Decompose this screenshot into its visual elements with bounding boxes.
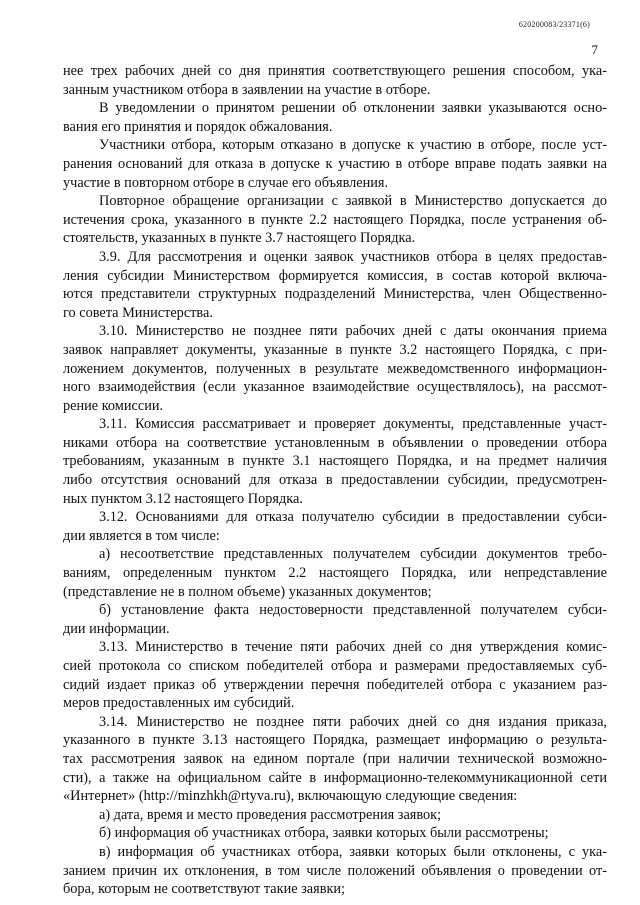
text-line: тах рассмотрения заявок на едином портале (при наличии технической возможно-: [63, 750, 607, 767]
text-line: истечения срока, указанного в пункте 2.2 настоящего Порядка, после устранения об-: [63, 211, 607, 228]
text-line: ются представители структурных подразделений Министерства, член Общественно-: [63, 286, 607, 303]
text-line: ных пунктом 3.12 настоящего Порядка.: [63, 490, 303, 507]
text-line: ления субсидии Министерством формируется комиссия, в состав которой включа-: [63, 267, 607, 284]
text-line: либо отсутствия оснований для отказа в предоставлении субсидии, предусмотрен-: [63, 472, 607, 489]
text-line: б) информация об участниках отбора, заявки которых были рассмотрены;: [99, 825, 549, 842]
text-line: дии является в том числе:: [63, 527, 220, 544]
text-line: сией протокола со списком победителей отбора и размерами предоставляемых суб-: [63, 658, 607, 674]
text-line: го совета Министерства.: [63, 304, 213, 321]
document-body: [63, 62, 607, 899]
text-line: требованиям, указанным в пункте 3.1 настоящего Порядка, и на предмет наличия: [63, 453, 607, 470]
text-line: 3.12. Основаниями для отказа получателю субсидии в предоставлении субси-: [99, 509, 607, 526]
text-line: вания его принятия и порядок обжалования.: [63, 118, 333, 135]
text-line: занием причин их отклонения, в том числе положений объявления о проведении от-: [63, 862, 607, 879]
text-line: (представление не в полном объеме) указанных документов;: [63, 583, 432, 600]
text-line: «Интернет» (http://minzhkh@rtyva.ru), включающую следующие сведения:: [63, 788, 518, 805]
text-line: стоятельств, указанных в пункте 3.7 настоящего Порядка.: [63, 230, 416, 247]
text-line: ваниям, определенным пунктом 2.2 настоящего Порядка, или непредставление: [63, 565, 607, 582]
text-line: 3.10. Министерство не позднее пяти рабочих дней с даты окончания приема: [99, 323, 607, 340]
text-line: 3.14. Министерство не позднее пяти рабочих дней со дня издания приказа,: [99, 713, 607, 730]
text-line: Повторное обращение организации с заявкой в Министерство допускается до: [99, 193, 607, 210]
text-line: а) дата, время и место проведения рассмотрения заявок;: [99, 806, 442, 823]
text-line: меров предоставленных им субсидий.: [63, 695, 295, 712]
page-number: 7: [591, 42, 598, 57]
text-line: указанного в пункте 3.13 настоящего Порядка, размещает информацию о результа-: [63, 732, 607, 749]
text-line: занным участником отбора в заявлении на участие в отборе.: [63, 81, 431, 98]
text-line: ложением документов, полученных в результате межведомственного информацион-: [63, 360, 607, 377]
text-line: в) информация об участниках отбора, заявки которых были отклонены, с ука-: [99, 843, 607, 860]
text-line: В уведомлении о принятом решении об отклонении заявки указываются осно-: [99, 100, 607, 117]
text-line: Участники отбора, которым отказано в допуске к участию в отборе, после уст-: [99, 137, 607, 154]
text-line: бора, которым не соответствуют такие заявки;: [63, 881, 346, 898]
text-line: ного взаимодействия (если указанное взаимодействие осуществлялось), на рассмот-: [63, 379, 607, 396]
document-code: 620200083/23371(6): [518, 20, 590, 29]
text-line: 3.13. Министерство в течение пяти рабочих дней со дня утверждения комис-: [99, 639, 607, 656]
text-line: сти), а также на официальном сайте в информационно-телекоммуникационной сети: [63, 769, 607, 786]
text-line: никами отбора на соответствие установленным в объявлении о проведении отбора: [63, 434, 607, 451]
text-line: рение комиссии.: [63, 397, 164, 414]
text-line: а) несоответствие представленных получателем субсидии документов требо-: [99, 546, 607, 563]
text-line: б) установление факта недостоверности представленной получателем субси-: [99, 602, 607, 619]
text-line: дии информации.: [63, 620, 170, 637]
text-line: 3.11. Комиссия рассматривает и проверяет документы, представленные участ-: [99, 416, 607, 433]
text-line: участие в повторном отборе в случае его объявления.: [63, 174, 389, 191]
text-line: ранения оснований для отказа в допуске к участию в отборе вправе подать заявки на: [63, 155, 607, 172]
text-line: сидий издает приказ об утверждении перечня победителей отбора с указанием раз-: [63, 676, 607, 693]
text-line: заявок направляет документы, указанные в пункте 3.2 настоящего Порядка, с при-: [63, 341, 607, 358]
text-line: нее трех рабочих дней со дня принятия соответствующего решения способом, ука-: [63, 63, 607, 79]
text-line: 3.9. Для рассмотрения и оценки заявок участников отбора в целях предостав-: [99, 248, 607, 265]
